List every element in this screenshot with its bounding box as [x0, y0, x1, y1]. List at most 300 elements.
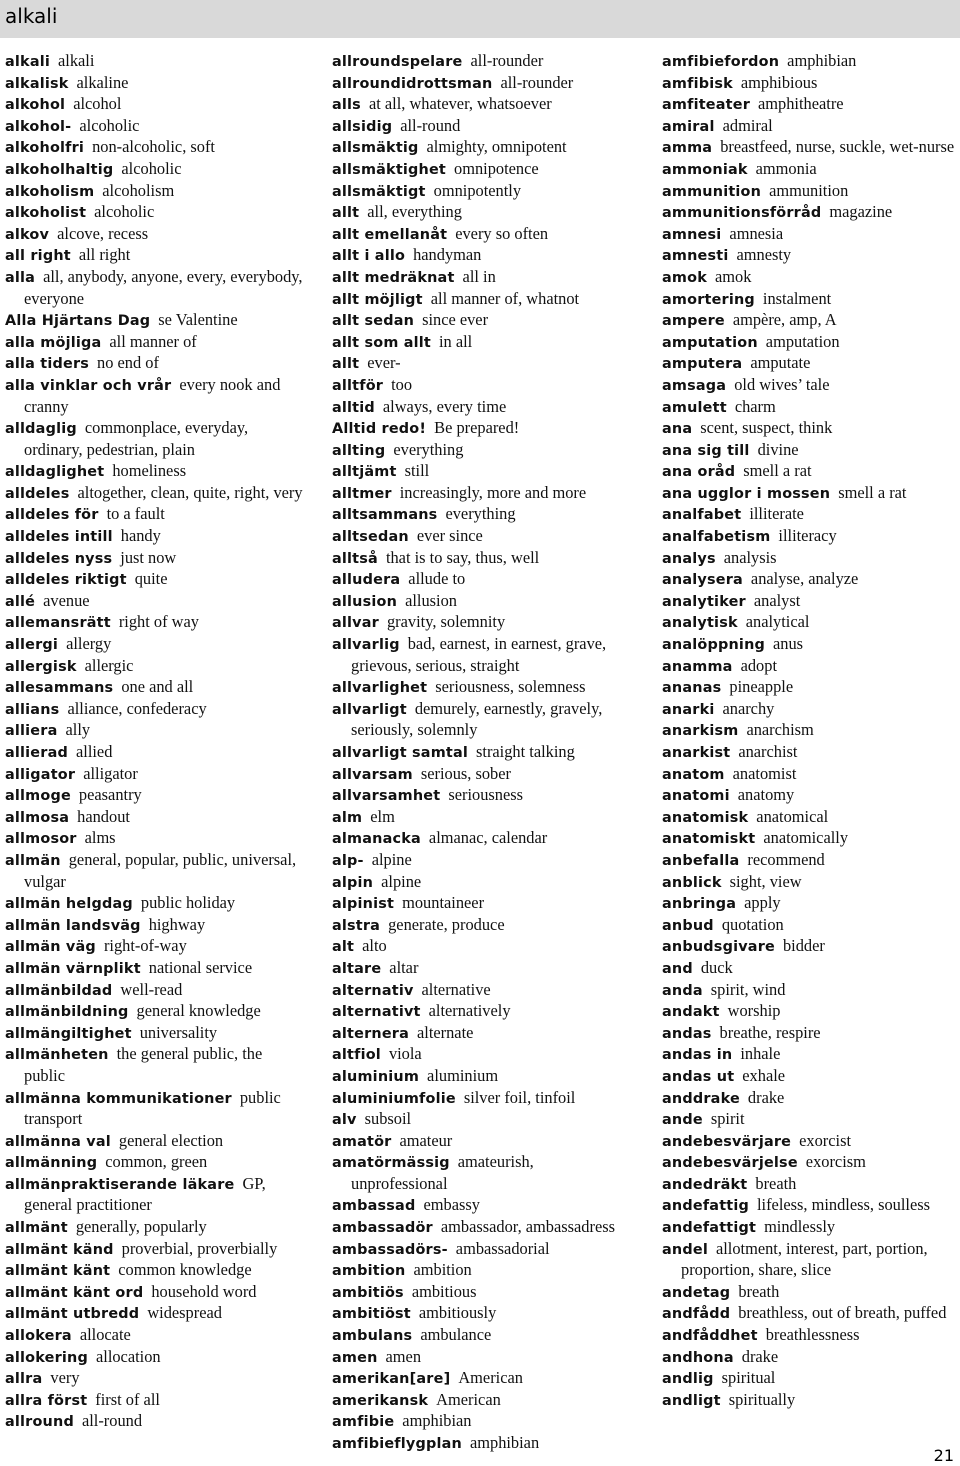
- dictionary-entry: [332, 1001, 632, 1023]
- entry-translation: one and all: [121, 677, 194, 697]
- entry-headword: amfibisk: [662, 75, 733, 92]
- entry-headword: ambulans: [332, 1328, 413, 1345]
- dictionary-entry: [5, 1368, 305, 1390]
- entry-translation: alto: [362, 936, 387, 956]
- dictionary-entry: [5, 612, 305, 634]
- dictionary-entry: [5, 245, 305, 267]
- entry-headword: ambassad: [332, 1198, 416, 1215]
- entry-headword: allround: [5, 1414, 74, 1431]
- dictionary-entry: [5, 504, 305, 526]
- entry-translation: first of all: [95, 1389, 160, 1409]
- dictionary-entry: [5, 677, 305, 699]
- entry-translation: analyst: [753, 590, 801, 610]
- dictionary-entry: [662, 440, 960, 462]
- entry-translation: non-alcoholic, soft: [92, 137, 215, 157]
- entry-headword: alkoholism: [5, 183, 95, 200]
- entry-headword: amatör: [332, 1133, 392, 1150]
- entry-translation: allocation: [95, 1346, 161, 1366]
- entry-translation: general knowledge: [136, 1001, 261, 1021]
- entry-headword: allt: [332, 205, 360, 222]
- dictionary-entry: [332, 159, 632, 181]
- entry-translation: seriousness, solemness: [435, 677, 586, 697]
- dictionary-entry: [662, 1044, 960, 1066]
- entry-headword: allmän helgdag: [5, 896, 133, 913]
- entry-translation: American: [436, 1389, 501, 1409]
- dictionary-entry: [5, 1152, 305, 1174]
- entry-translation: generally, popularly: [75, 1217, 207, 1237]
- dictionary-entry: [5, 850, 305, 893]
- dictionary-entry: [662, 764, 960, 786]
- entry-translation: alkali: [58, 51, 95, 70]
- entry-headword: alltsammans: [332, 507, 438, 524]
- entry-translation: exorcist: [799, 1130, 852, 1150]
- dictionary-entry: [332, 289, 632, 311]
- entry-headword: alldeles nyss: [5, 550, 113, 567]
- entry-translation: all manner of, whatnot: [430, 288, 580, 308]
- dictionary-entry: [5, 73, 305, 95]
- entry-headword: allmosor: [5, 831, 77, 848]
- entry-headword: allvar: [332, 615, 379, 632]
- dictionary-entry: [332, 1303, 632, 1325]
- entry-translation: ambulance: [420, 1325, 492, 1345]
- entry-translation: omnipotence: [454, 158, 539, 178]
- entry-translation: ammonia: [755, 158, 817, 178]
- dictionary-entry: [662, 51, 960, 73]
- entry-headword: alldaglighet: [5, 464, 105, 481]
- entry-translation: pineapple: [729, 677, 794, 697]
- entry-translation: viola: [388, 1044, 422, 1064]
- entry-translation: breathlessness: [765, 1325, 860, 1345]
- dictionary-entry: [662, 720, 960, 742]
- dictionary-entry: [662, 73, 960, 95]
- dictionary-entry: [332, 958, 632, 980]
- entry-headword: alldeles riktigt: [5, 572, 127, 589]
- dictionary-entry: [662, 1347, 960, 1369]
- entry-translation: the general public, the public: [24, 1044, 263, 1085]
- dictionary-entry: [662, 1217, 960, 1239]
- entry-translation: just now: [120, 547, 177, 567]
- entry-headword: alligator: [5, 766, 76, 783]
- entry-headword: alla möjliga: [5, 334, 102, 351]
- entry-translation: lifeless, mindless, soulless: [756, 1195, 930, 1215]
- entry-headword: Alltid redo!: [332, 421, 427, 438]
- entry-translation: divine: [757, 439, 799, 459]
- entry-translation: handy: [120, 526, 161, 546]
- dictionary-entry: [5, 461, 305, 483]
- entry-headword: andakt: [662, 1004, 720, 1021]
- entry-headword: ana: [662, 421, 693, 438]
- entry-headword: andefattig: [662, 1198, 749, 1215]
- dictionary-entry: [662, 1282, 960, 1304]
- dictionary-entry: [662, 526, 960, 548]
- entry-headword: alldeles för: [5, 507, 99, 524]
- entry-headword: amok: [662, 269, 707, 286]
- entry-headword: allmänt känt: [5, 1263, 111, 1280]
- entry-headword: ammunitionsförråd: [662, 205, 822, 222]
- dictionary-entry: [662, 310, 960, 332]
- page-header: [0, 0, 960, 38]
- entry-translation: ambassador, ambassadress: [440, 1217, 615, 1237]
- entry-headword: andlig: [662, 1371, 714, 1388]
- entry-headword: allsidig: [332, 118, 393, 135]
- entry-translation: amputation: [765, 331, 840, 351]
- dictionary-entry: [662, 202, 960, 224]
- dictionary-entry: [662, 958, 960, 980]
- entry-headword: ande: [662, 1112, 703, 1129]
- dictionary-entry: [662, 267, 960, 289]
- entry-translation: amok: [714, 266, 752, 286]
- dictionary-entry: [332, 1131, 632, 1153]
- entry-headword: allt sedan: [332, 313, 415, 330]
- dictionary-entry: [5, 51, 305, 73]
- entry-headword: analytiker: [662, 593, 746, 610]
- dictionary-entry: [332, 310, 632, 332]
- dictionary-entry: [662, 137, 960, 159]
- dictionary-entry: [332, 1239, 632, 1261]
- entry-headword: alldaglig: [5, 421, 77, 438]
- entry-translation: anarchist: [738, 742, 798, 761]
- dictionary-entry: [5, 418, 305, 461]
- entry-headword: anarki: [662, 701, 715, 718]
- entry-translation: illiteracy: [778, 526, 837, 546]
- entry-headword: allvarsam: [332, 766, 413, 783]
- dictionary-entry: [5, 137, 305, 159]
- entry-headword: allmänt utbredd: [5, 1306, 140, 1323]
- entry-translation: aluminium: [427, 1065, 499, 1085]
- dictionary-entry: [662, 699, 960, 721]
- entry-translation: ever-: [367, 353, 401, 373]
- entry-translation: homeliness: [112, 461, 187, 481]
- dictionary-entry: [332, 764, 632, 786]
- dictionary-entry: [5, 332, 305, 354]
- dictionary-entry: [662, 1131, 960, 1153]
- dictionary-entry: [5, 699, 305, 721]
- entry-translation: old wives’ tale: [734, 374, 830, 394]
- entry-headword: andedräkt: [662, 1176, 748, 1193]
- entry-headword: ammunition: [662, 183, 762, 200]
- dictionary-entry: [662, 634, 960, 656]
- dictionary-entry: [332, 51, 632, 73]
- entry-headword: allmänt känt ord: [5, 1284, 144, 1301]
- entry-headword: allokera: [5, 1328, 72, 1345]
- entry-translation: sight, view: [729, 871, 802, 891]
- dictionary-column-1: [5, 51, 305, 1433]
- entry-headword: allmänpraktiserande läkare: [5, 1176, 235, 1193]
- dictionary-entry: [662, 1195, 960, 1217]
- dictionary-entry: [332, 785, 632, 807]
- entry-translation: alcove, recess: [57, 223, 149, 243]
- entry-translation: se Valentine: [158, 310, 238, 330]
- entry-headword: anbudsgivare: [662, 939, 775, 956]
- dictionary-entry: [662, 785, 960, 807]
- entry-headword: almanacka: [332, 831, 421, 848]
- entry-translation: highway: [148, 914, 206, 934]
- entry-headword: alltsedan: [332, 529, 409, 546]
- dictionary-entry: [5, 742, 305, 764]
- entry-translation: ever since: [416, 526, 483, 546]
- dictionary-entry: [5, 569, 305, 591]
- dictionary-entry: [662, 1174, 960, 1196]
- dictionary-entry: [662, 332, 960, 354]
- entry-headword: ananas: [662, 680, 722, 697]
- entry-translation: all-rounder: [500, 72, 574, 92]
- entry-headword: alkali: [5, 54, 50, 70]
- entry-translation: all right: [78, 245, 131, 265]
- entry-translation: amen: [385, 1346, 422, 1366]
- entry-translation: alternatively: [428, 1001, 511, 1021]
- entry-translation: subsoil: [364, 1109, 412, 1129]
- entry-translation: alternate: [417, 1022, 474, 1042]
- entry-translation: that is to say, thus, well: [385, 547, 540, 567]
- entry-translation: anarchy: [722, 698, 775, 718]
- entry-headword: amfibie: [332, 1414, 395, 1431]
- dictionary-entry: [662, 418, 960, 440]
- dictionary-entry: [662, 483, 960, 505]
- dictionary-entry: [5, 936, 305, 958]
- entry-headword: anbefalla: [662, 852, 740, 869]
- entry-headword: andefattigt: [662, 1220, 757, 1237]
- entry-translation: allergic: [84, 655, 134, 675]
- entry-translation: alcoholic: [79, 115, 140, 135]
- entry-headword: analfabetism: [662, 529, 771, 546]
- dictionary-entry: [662, 1001, 960, 1023]
- dictionary-entry: [5, 591, 305, 613]
- entry-translation: amputate: [750, 353, 811, 373]
- entry-headword: ammoniak: [662, 161, 748, 178]
- dictionary-entry: [332, 548, 632, 570]
- dictionary-entry: [332, 634, 632, 677]
- entry-headword: amfibieflygplan: [332, 1436, 462, 1452]
- entry-headword: alpinist: [332, 896, 395, 913]
- dictionary-entry: [662, 353, 960, 375]
- entry-headword: allmän väg: [5, 939, 96, 956]
- entry-translation: spirit, wind: [710, 979, 786, 999]
- entry-headword: ana ugglor i mossen: [662, 485, 831, 502]
- entry-translation: serious, sober: [420, 763, 511, 783]
- entry-translation: all-rounder: [470, 51, 544, 70]
- entry-translation: seriousness: [448, 785, 523, 805]
- dictionary-entry: [5, 1303, 305, 1325]
- entry-headword: allmänbildad: [5, 982, 113, 999]
- entry-translation: general, popular, public, universal, vulgar: [24, 849, 297, 891]
- entry-headword: alltjämt: [332, 464, 397, 481]
- dictionary-entry: [332, 1044, 632, 1066]
- entry-headword: allroundspelare: [332, 54, 463, 70]
- dictionary-entry: [332, 1368, 632, 1390]
- dictionary-entry: [332, 1390, 632, 1412]
- entry-headword: Alla Hjärtans Dag: [5, 313, 151, 330]
- entry-translation: elm: [370, 806, 395, 826]
- entry-headword: allmän värnplikt: [5, 960, 141, 977]
- entry-headword: allians: [5, 701, 60, 718]
- dictionary-entry: [662, 461, 960, 483]
- dictionary-entry: [662, 612, 960, 634]
- entry-translation: alkaline: [76, 72, 129, 92]
- entry-translation: anatomical: [756, 806, 829, 826]
- entry-headword: alltså: [332, 550, 378, 567]
- dictionary-entry: [332, 893, 632, 915]
- entry-headword: alkoholist: [5, 205, 87, 222]
- dictionary-entry: [662, 980, 960, 1002]
- entry-headword: alternativ: [332, 982, 414, 999]
- entry-headword: allmänna val: [5, 1133, 111, 1150]
- dictionary-entry: [332, 1066, 632, 1088]
- entry-headword: allt möjligt: [332, 291, 423, 308]
- dictionary-entry: [332, 94, 632, 116]
- entry-headword: allmänheten: [5, 1047, 109, 1064]
- entry-translation: no end of: [97, 353, 159, 373]
- dictionary-entry: [662, 742, 960, 764]
- entry-translation: handout: [77, 806, 130, 826]
- entry-translation: widespread: [147, 1303, 222, 1323]
- entry-translation: ambassadorial: [455, 1238, 550, 1258]
- entry-headword: allmänbildning: [5, 1004, 129, 1021]
- entry-translation: too: [391, 374, 413, 394]
- dictionary-entry: [5, 1325, 305, 1347]
- dictionary-entry: [5, 828, 305, 850]
- entry-translation: increasingly, more and more: [399, 482, 587, 502]
- entry-headword: and: [662, 960, 693, 977]
- entry-headword: amnesti: [662, 248, 729, 265]
- entry-translation: commonplace, everyday, ordinary, pedestrian, plain: [24, 418, 249, 459]
- entry-translation: all in: [462, 266, 496, 286]
- entry-translation: always, every time: [382, 396, 507, 416]
- dictionary-entry: [5, 1131, 305, 1153]
- dictionary-entry: [662, 828, 960, 850]
- entry-headword: anatomi: [662, 788, 730, 805]
- entry-headword: ampere: [662, 313, 725, 330]
- entry-headword: alla: [5, 269, 36, 286]
- entry-translation: alms: [84, 828, 116, 848]
- dictionary-entry: [5, 353, 305, 375]
- entry-translation: still: [404, 461, 430, 481]
- entry-headword: andetag: [662, 1284, 731, 1301]
- entry-translation: amphibian: [787, 51, 857, 70]
- dictionary-entry: [662, 1066, 960, 1088]
- entry-translation: alcoholic: [94, 202, 155, 222]
- entry-headword: allergi: [5, 637, 59, 654]
- entry-headword: allmänt känd: [5, 1241, 114, 1258]
- dictionary-entry: [332, 526, 632, 548]
- entry-headword: allvarligt: [332, 701, 407, 718]
- entry-translation: allotment, interest, part, portion, proportion, share, slice: [681, 1238, 928, 1280]
- entry-translation: breath: [755, 1173, 797, 1193]
- dictionary-entry: [332, 872, 632, 894]
- dictionary-entry: [662, 1390, 960, 1412]
- dictionary-entry: [5, 656, 305, 678]
- entry-translation: ally: [65, 720, 91, 740]
- entry-translation: analyse, analyze: [750, 569, 859, 589]
- entry-translation: common, green: [105, 1152, 208, 1172]
- entry-translation: exorcism: [805, 1152, 866, 1172]
- dictionary-entry: [332, 181, 632, 203]
- entry-headword: alternera: [332, 1025, 409, 1042]
- entry-translation: amnesia: [729, 223, 784, 243]
- dictionary-entry: [332, 267, 632, 289]
- entry-translation: breathe, respire: [719, 1022, 821, 1042]
- entry-translation: Be prepared!: [434, 418, 520, 438]
- entry-translation: generate, produce: [388, 914, 505, 934]
- entry-headword: alltför: [332, 377, 384, 394]
- entry-headword: amulett: [662, 399, 727, 416]
- entry-headword: allting: [332, 442, 386, 459]
- dictionary-entry: [662, 224, 960, 246]
- dictionary-entry: [662, 677, 960, 699]
- dictionary-entry: [5, 1044, 305, 1087]
- dictionary-column-3: [662, 51, 960, 1411]
- entry-translation: scent, suspect, think: [700, 418, 833, 438]
- entry-headword: aluminium: [332, 1068, 420, 1085]
- dictionary-entry: [5, 267, 305, 310]
- dictionary-entry: [332, 397, 632, 419]
- dictionary-entry: [332, 1217, 632, 1239]
- entry-translation: ampère, amp, A: [732, 310, 837, 330]
- entry-translation: to a fault: [106, 504, 165, 524]
- entry-translation: magazine: [829, 202, 893, 222]
- entry-translation: ambitiously: [418, 1303, 497, 1323]
- dictionary-entry: [662, 375, 960, 397]
- dictionary-entry: [332, 1433, 632, 1455]
- dictionary-entry: [332, 569, 632, 591]
- entry-translation: ammunition: [769, 180, 849, 200]
- entry-headword: anbringa: [662, 896, 737, 913]
- entry-headword: ambitiös: [332, 1284, 404, 1301]
- entry-translation: exhale: [742, 1065, 786, 1085]
- dictionary-entry: [5, 1282, 305, 1304]
- dictionary-entry: [662, 569, 960, 591]
- entry-headword: anbud: [662, 917, 714, 934]
- entry-translation: alpine: [371, 849, 412, 869]
- dictionary-entry: [662, 1325, 960, 1347]
- dictionary-entry: [662, 893, 960, 915]
- entry-translation: alcoholic: [121, 158, 182, 178]
- dictionary-entry: [5, 224, 305, 246]
- entry-translation: very: [50, 1368, 80, 1388]
- entry-translation: amphibian: [402, 1411, 472, 1431]
- entry-headword: andhona: [662, 1349, 734, 1366]
- entry-headword: andel: [662, 1241, 708, 1258]
- entry-headword: andfåddhet: [662, 1328, 758, 1345]
- entry-translation: anus: [773, 634, 804, 654]
- entry-headword: alkohol-: [5, 118, 72, 135]
- entry-translation: worship: [727, 1001, 781, 1021]
- entry-headword: alldeles: [5, 485, 70, 502]
- entry-translation: national service: [148, 957, 253, 977]
- entry-translation: household word: [151, 1281, 257, 1301]
- dictionary-entry: [662, 289, 960, 311]
- entry-translation: universality: [139, 1022, 218, 1042]
- dictionary-entry: [662, 181, 960, 203]
- dictionary-entry: [662, 1023, 960, 1045]
- entry-translation: demurely, earnestly, gravely, seriously, solemnly: [351, 698, 603, 740]
- entry-headword: anatom: [662, 766, 725, 783]
- entry-translation: ambition: [413, 1260, 472, 1280]
- dictionary-entry: [5, 1174, 305, 1217]
- dictionary-entry: [332, 1195, 632, 1217]
- entry-headword: amerikansk: [332, 1392, 429, 1409]
- dictionary-entry: [332, 850, 632, 872]
- entry-headword: allé: [5, 593, 36, 610]
- entry-headword: alla tiders: [5, 356, 90, 373]
- entry-headword: alstra: [332, 917, 381, 934]
- dictionary-entry: [332, 1411, 632, 1433]
- dictionary-entry: [332, 677, 632, 699]
- dictionary-entry: [332, 915, 632, 937]
- entry-headword: amputera: [662, 356, 743, 373]
- entry-translation: right of way: [118, 612, 199, 632]
- entry-headword: alkohol: [5, 97, 66, 114]
- entry-translation: amphitheatre: [758, 94, 844, 114]
